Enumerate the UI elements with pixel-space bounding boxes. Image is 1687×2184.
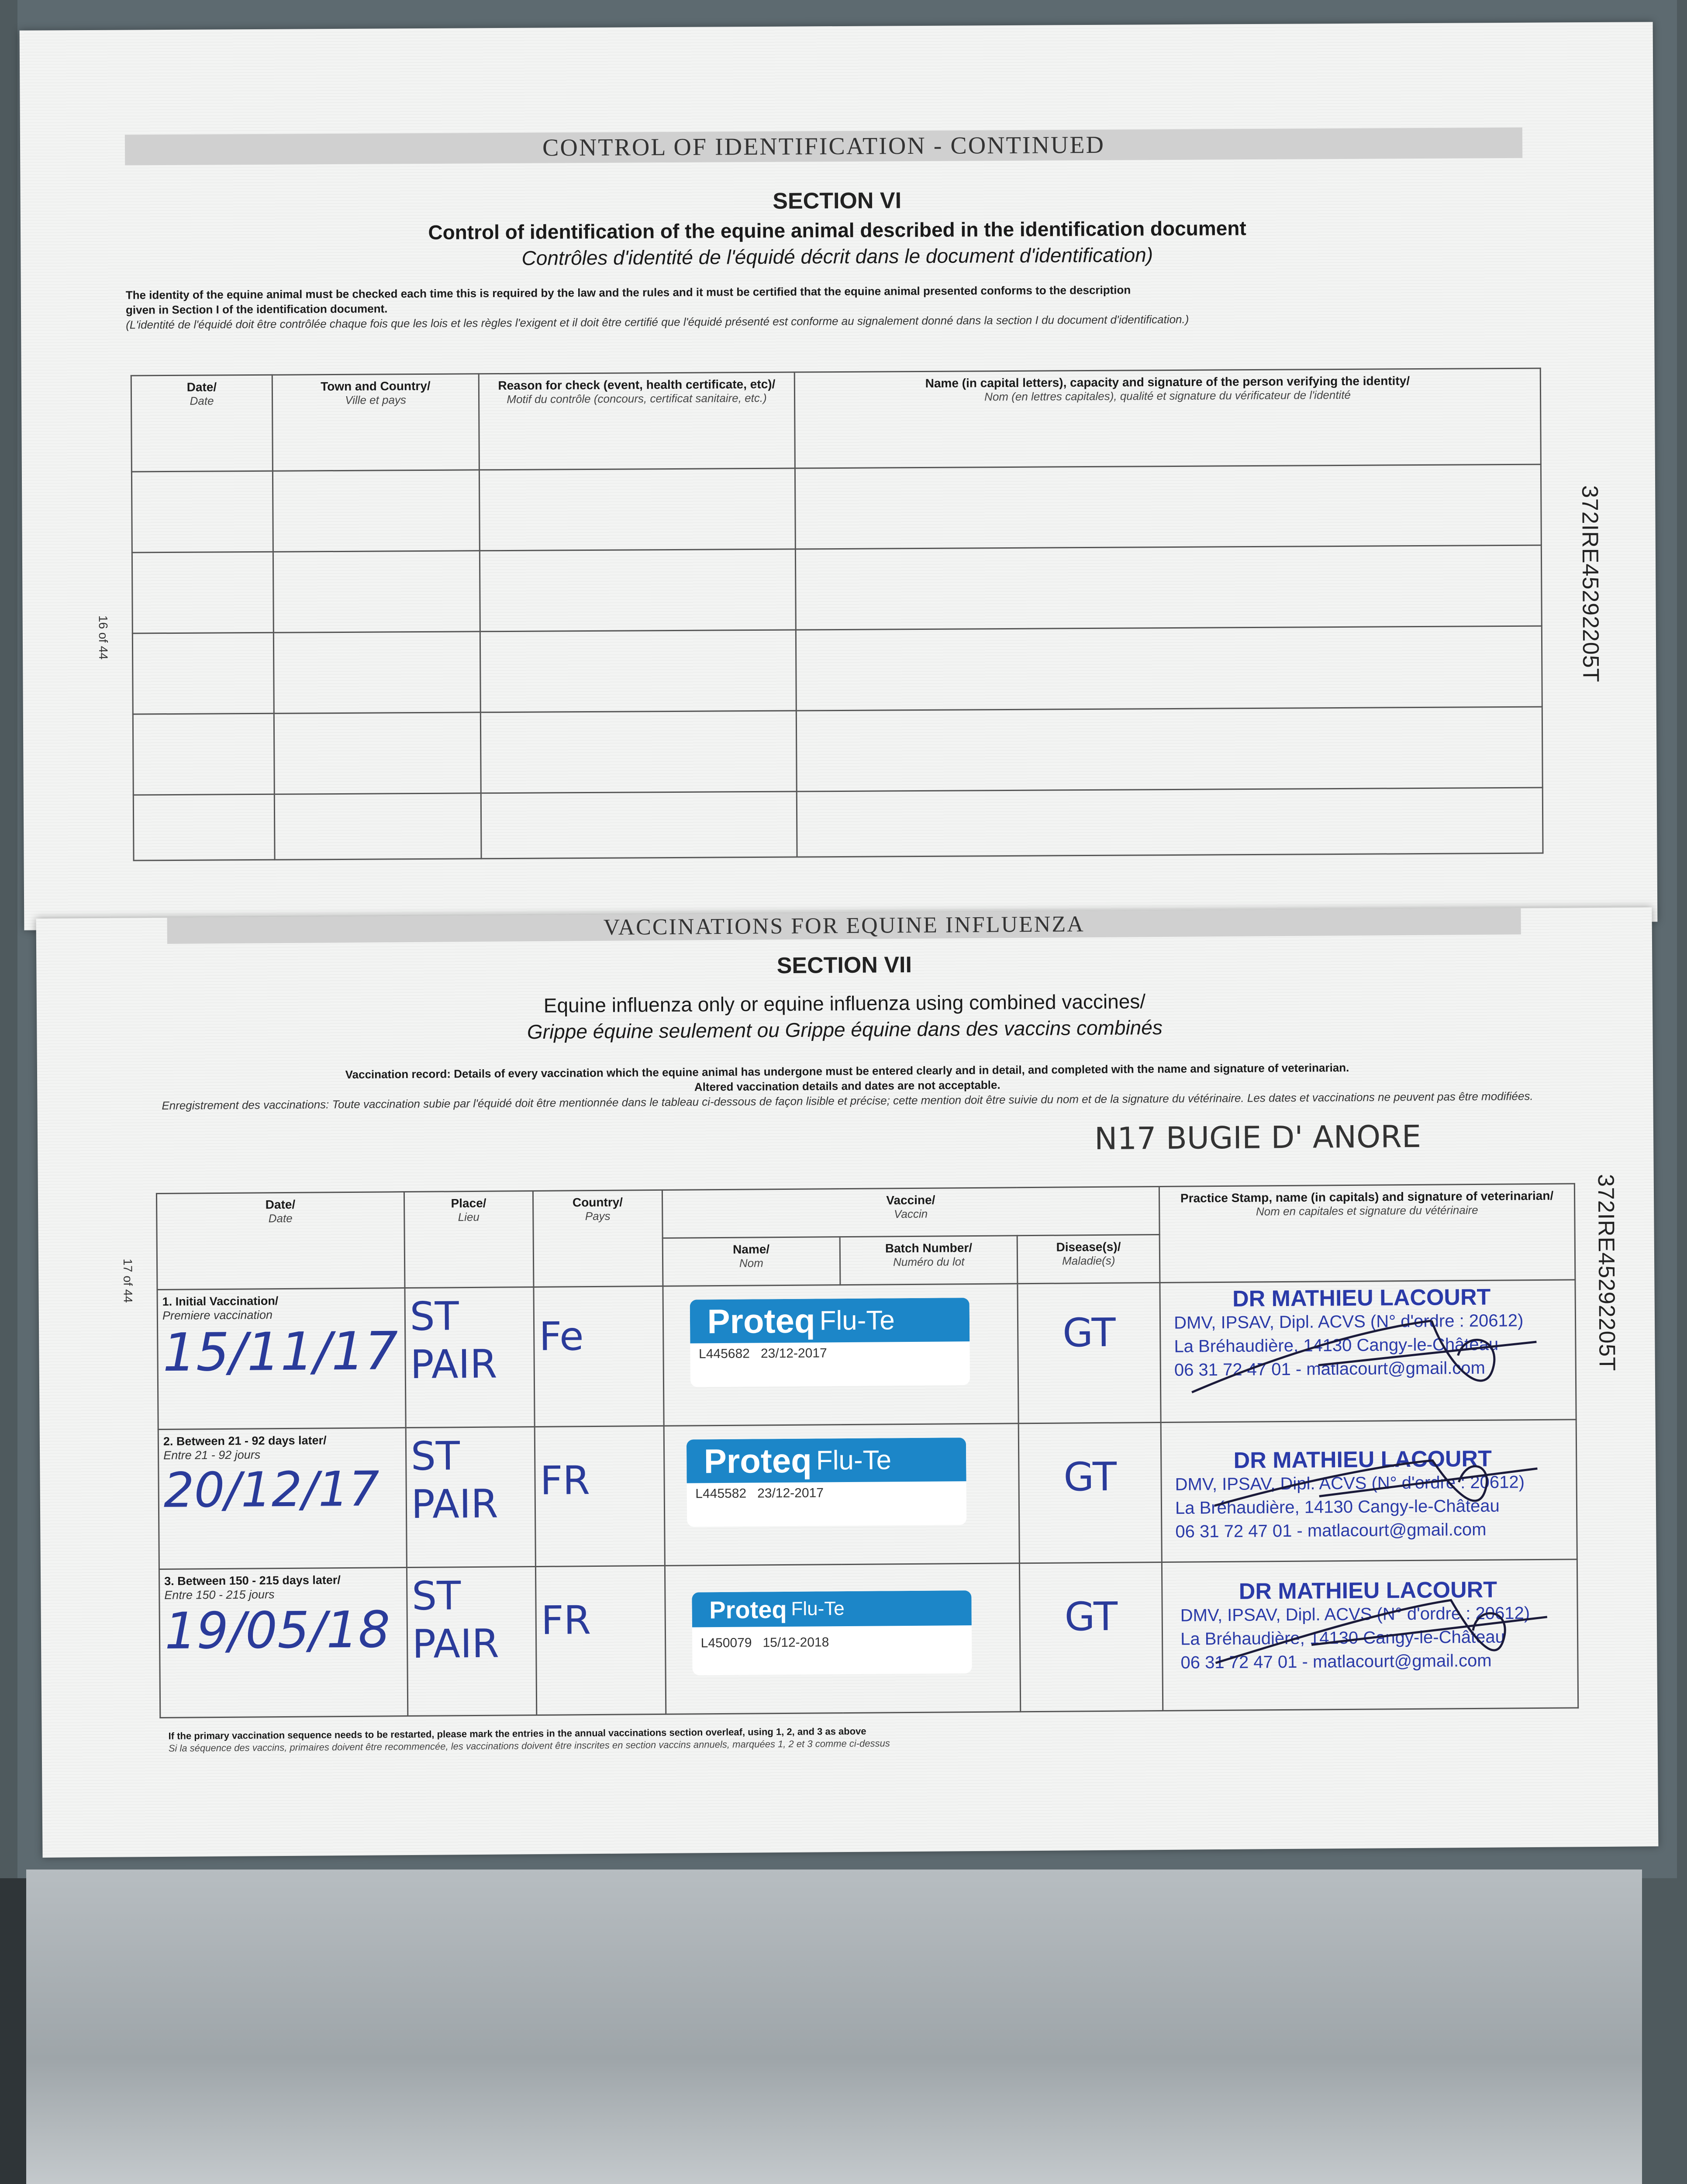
intro-fr: (L'identité de l'équidé doit être contrôlée chaque fois que les lois et les règles l'exigent et il doit être certifié que l'équidé présenté est conforme au signalement donné dans la section I du document d'identification.) (126, 312, 1189, 332)
heading-fr: Grippe équine seulement ou Grippe équine dans des vaccins combinés (527, 1016, 1163, 1044)
vet-signature (1205, 1438, 1546, 1527)
row1-date-cell: 1. Initial Vaccination/ Premiere vaccination 15/11/17 (157, 1288, 406, 1430)
vet-stamp: DR MATHIEU LACOURT DMV, IPSAV, Dipl. ACVS (N° d'ordre : 20612) La Bréhaudière, 14130 Cangy-le-Château 06 31 72 47 01 - matlacourt@gmail.com (1180, 1577, 1530, 1673)
row1-date: 15/11/17 (162, 1321, 398, 1383)
sticker-lot: L450079 (700, 1635, 752, 1651)
col-date: Date/ Date (131, 375, 273, 472)
row3-date: 19/05/18 (164, 1600, 390, 1661)
col-town: Town and Country/ Ville et pays (272, 374, 479, 471)
row3-place-1: ST (411, 1573, 461, 1619)
footnote (169, 1721, 1479, 1755)
col-country: Country/ Pays (533, 1190, 663, 1287)
row2-date-cell: 2. Between 21 - 92 days later/ Entre 21 - 92 jours 20/12/17 (158, 1428, 407, 1569)
vaccine-label-sticker: Proteq Flu-Te L445582 23/12-2017 (686, 1438, 966, 1527)
row1-country: Fe (539, 1313, 584, 1360)
row2-disease-cell (1018, 1422, 1162, 1563)
row2-date: 20/12/17 (163, 1461, 380, 1518)
row2-disease: GT (1063, 1454, 1117, 1500)
intro-text (159, 1059, 1535, 1113)
row1-disease: GT (1062, 1310, 1116, 1356)
intro-text (126, 280, 1545, 332)
row2-country-cell (535, 1426, 665, 1566)
sticker-lot: L445582 (695, 1486, 747, 1501)
vaccine-label-sticker: Proteq Flu-Te L450079 15/12-2018 (692, 1590, 972, 1675)
row3-country-cell (536, 1565, 666, 1715)
row2-stamp-cell (1161, 1420, 1577, 1562)
row1-place-2: PAIR (410, 1341, 497, 1388)
row3-place-2: PAIR (412, 1621, 500, 1667)
vet-stamp: DR MATHIEU LACOURT DMV, IPSAV, Dipl. ACVS (N° d'ordre : 20612) La Bréhaudière, 14130 Cangy-le-Château 06 31 72 47 01 - matlacourt@gmail.com (1173, 1284, 1524, 1380)
table-row (133, 707, 1542, 795)
vet-stamp: DR MATHIEU LACOURT DMV, IPSAV, Dipl. ACVS (N° d'ordre : 20612) La Bréhaudière, 14130 Cangy-le-Château 06 31 72 47 01 - matlacourt@gmail.com (1175, 1446, 1525, 1541)
side-identifier: 372IRE45292205T (1577, 485, 1604, 683)
row3-stamp-cell (1162, 1559, 1578, 1711)
heading-en: Equine influenza only or equine influenza using combined vaccines/ (543, 990, 1146, 1017)
col-date: Date/ Date (156, 1192, 404, 1290)
sticker-lot: L445682 (699, 1346, 750, 1362)
row3-date-cell: 3. Between 150 - 215 days later/ Entre 150 - 215 jours 19/05/18 (159, 1568, 407, 1718)
table-row (157, 1280, 1576, 1430)
table-row (158, 1420, 1577, 1569)
col-reason: Reason for check (event, health certificate, etc)/ Motif du contrôle (concours, certificat sanitaire, etc.) (479, 372, 795, 470)
plastic-sleeve (26, 1870, 1642, 2184)
col-vaccine-name: Name/ Nom (662, 1237, 840, 1286)
row1-disease-cell (1018, 1282, 1161, 1423)
row1-place-cell (405, 1287, 535, 1428)
heading-fr: Contrôles d'identité de l'équidé décrit dans le document d'identification) (521, 243, 1153, 270)
row2-place-cell (406, 1427, 536, 1567)
heading-en: Control of identification of the equine animal described in the identification document (428, 217, 1246, 244)
row2-country: FR (540, 1458, 590, 1504)
table-header-row (156, 1184, 1575, 1242)
row3-disease: GT (1064, 1593, 1118, 1640)
row3-disease-cell (1020, 1562, 1163, 1711)
vet-signature (1187, 1303, 1546, 1406)
handwritten-horse-name: N17 BUGIE D' ANORE (1094, 1118, 1421, 1157)
row2-sticker-cell (664, 1424, 1020, 1566)
row1-stamp-cell (1160, 1280, 1576, 1423)
footnote-en: If the primary vaccination sequence needs to be restarted, please mark the entries in the annual vaccinations section overleaf, using 1, 2, and 3 as above (168, 1725, 866, 1742)
band-title: CONTROL OF IDENTIFICATION - CONTINUED (125, 128, 1522, 166)
intro-en-2: Altered vaccination details and dates are not acceptable. (694, 1078, 1000, 1094)
row1-sticker-cell (663, 1284, 1019, 1426)
table-row (159, 1559, 1578, 1718)
col-batch: Batch Number/ Numéro du lot (840, 1236, 1018, 1285)
vet-signature (1206, 1573, 1556, 1685)
row3-country: FR (541, 1597, 591, 1644)
row3-sticker-cell (665, 1563, 1021, 1714)
band-title: VACCINATIONS FOR EQUINE INFLUENZA (167, 908, 1521, 944)
vaccination-table (156, 1183, 1579, 1718)
table-header-row (131, 368, 1541, 472)
col-vaccine: Vaccine/ Vaccin (662, 1187, 1159, 1238)
sticker-exp: 23/12-2017 (757, 1486, 824, 1501)
sticker-exp: 23/12-2017 (760, 1346, 827, 1361)
intro-en-1: The identity of the equine animal must be checked each time this is required by the law and the rules and it must be certified that the equine animal presented conforms to the description (125, 283, 1131, 302)
vaccine-label-sticker: Proteq Flu-Te L445682 23/12-2017 (690, 1298, 969, 1387)
page-17 (36, 907, 1659, 1858)
section-title: SECTION VII (776, 952, 912, 979)
row1-place-1: ST (410, 1293, 459, 1340)
row3-place-cell (407, 1566, 537, 1716)
col-stamp: Practice Stamp, name (in capitals) and signature of veterinarian/ Nom en capitales et signature du vétérinaire (1159, 1184, 1575, 1283)
sticker-exp: 15/12-2018 (762, 1635, 829, 1650)
footnote-fr: Si la séquence des vaccins, primaires doivent être recommencée, les vaccinations doivent être inscrites en section vaccins annuels, marquées 1, 2 et 3 comme ci-dessus (168, 1738, 890, 1754)
page-number: 16 of 44 (96, 615, 110, 660)
row2-place-1: ST (411, 1433, 460, 1479)
table-row (132, 545, 1542, 633)
col-verifier: Name (in capital letters), capacity and signature of the person verifying the identity/ Nom (en lettres capitales), qualité et signature du vérificateur de l'identité (794, 368, 1541, 468)
row1-country-cell (534, 1286, 664, 1427)
table-row (133, 788, 1543, 860)
intro-en-1: Vaccination record: Details of every vaccination which the equine animal has undergone must be entered clearly and in detail, and completed with the name and signature of veterinarian. (345, 1061, 1349, 1082)
identification-table (131, 368, 1544, 861)
table-row (132, 626, 1542, 714)
page-number: 17 of 44 (121, 1258, 135, 1303)
col-place: Place/ Lieu (404, 1191, 534, 1288)
col-disease: Disease(s)/ Maladie(s) (1017, 1234, 1159, 1283)
table-row (131, 464, 1541, 553)
page-16 (20, 22, 1658, 930)
side-identifier: 372IRE45292205T (1593, 1174, 1620, 1372)
row2-place-2: PAIR (411, 1481, 499, 1527)
intro-fr: Enregistrement des vaccinations: Toute vaccination subie par l'équidé doit être mentionnée dans le tableau ci-dessous de façon lisible et précise; cette mention doit être suivie du nom et de la signature du vétérinaire. Les dates et vaccinations ne peuvent pas être modifiées. (162, 1089, 1533, 1112)
section-title: SECTION VI (773, 188, 902, 214)
intro-en-2: given in Section I of the identification document. (125, 302, 388, 317)
